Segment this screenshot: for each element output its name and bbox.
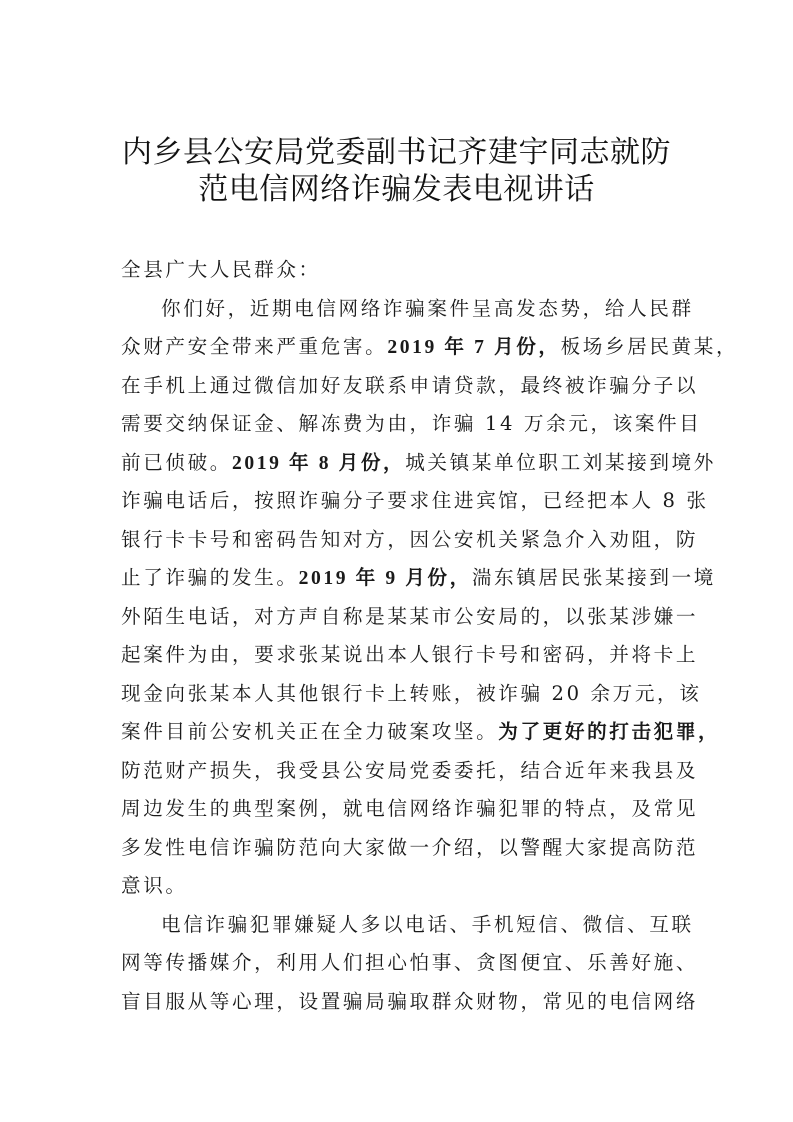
bold-text: 为了更好的打击犯罪， <box>498 722 721 743</box>
text-segment: 银行卡卡号和密码告知对方，因公安机关紧急介入劝阻，防 <box>121 527 699 551</box>
body-line <box>121 598 699 637</box>
bold-text: 2019 年 8 月份， <box>231 452 406 474</box>
text-segment: 网等传播媒介，利用人们担心怕事、贪图便宜、乐善好施、 <box>121 951 699 974</box>
body-line <box>121 328 739 367</box>
text-segment: 城关镇某单位职工刘某接到境外 <box>405 450 716 474</box>
salutation: 全县广大人民群众： <box>121 258 321 281</box>
document-title-line-1: 内乡县公安局党委副书记齐建宇同志就防 <box>122 135 671 170</box>
body-line <box>121 367 699 406</box>
body-line <box>121 906 694 945</box>
body-line <box>121 944 699 983</box>
text-segment: 现金向张某本人其他银行卡上转账，被诈骗 20 余万元，该 <box>121 681 702 705</box>
text-segment: 起案件为由，要求张某说出本人银行卡号和密码，并将卡上 <box>121 643 699 666</box>
text-segment: 电信诈骗犯罪嫌疑人多以电话、手机短信、微信、互联 <box>161 912 694 936</box>
body-line <box>121 405 702 444</box>
body-line <box>121 521 699 560</box>
text-segment: 你们好，近期电信网络诈骗案件呈高发态势，给人民群 <box>161 296 694 320</box>
text-segment: 多发性电信诈骗防范向大家做一介绍，以警醒大家提高防范 <box>121 835 699 859</box>
body-line <box>121 867 677 906</box>
text-segment: 防范财产损失，我受县公安局党委委托，结合近年来我县及 <box>121 758 699 782</box>
bold-text: 2019 年 9 月份， <box>298 568 472 589</box>
body-line <box>121 482 709 521</box>
text-segment: 板场乡居民黄某， <box>560 335 739 358</box>
body-line <box>121 290 694 329</box>
text-segment: 前已侦破。 <box>121 450 232 474</box>
text-segment: 需要交纳保证金、解冻费为由，诈骗 14 万余元，该案件目 <box>121 412 702 435</box>
body-line <box>121 790 699 829</box>
text-segment: 盲目服从等心理，设置骗局骗取群众财物，常见的电信网络 <box>121 989 699 1013</box>
bold-text: 2019 年 7 月份， <box>387 337 561 358</box>
text-segment: 在手机上通过微信加好友联系申请贷款，最终被诈骗分子以 <box>121 373 699 397</box>
body-line <box>121 983 699 1022</box>
text-segment: 诈骗电话后，按照诈骗分子要求住进宾馆，已经把本人 8 张 <box>121 489 709 512</box>
body-line <box>121 444 716 483</box>
body-line <box>121 559 716 598</box>
document-body <box>121 251 739 1021</box>
body-line <box>121 713 721 752</box>
body-line <box>121 829 699 868</box>
text-segment: 意识。 <box>121 874 188 897</box>
text-segment: 止了诈骗的发生。 <box>121 566 299 589</box>
document-title-line-2: 范电信网络诈骗发表电视讲话 <box>198 172 595 207</box>
text-segment: 外陌生电话，对方声自称是某某市公安局的，以张某涉嫌一 <box>121 604 699 628</box>
text-segment: 案件目前公安机关正在全力破案攻坚。 <box>121 720 499 743</box>
body-line <box>121 752 699 791</box>
text-segment: 周边发生的典型案例，就电信网络诈骗犯罪的特点，及常见 <box>121 797 699 820</box>
body-line <box>121 636 699 675</box>
text-segment: 湍东镇居民张某接到一境 <box>471 566 716 589</box>
text-segment: 众财产安全带来严重危害。 <box>121 335 388 358</box>
body-line <box>121 675 702 714</box>
